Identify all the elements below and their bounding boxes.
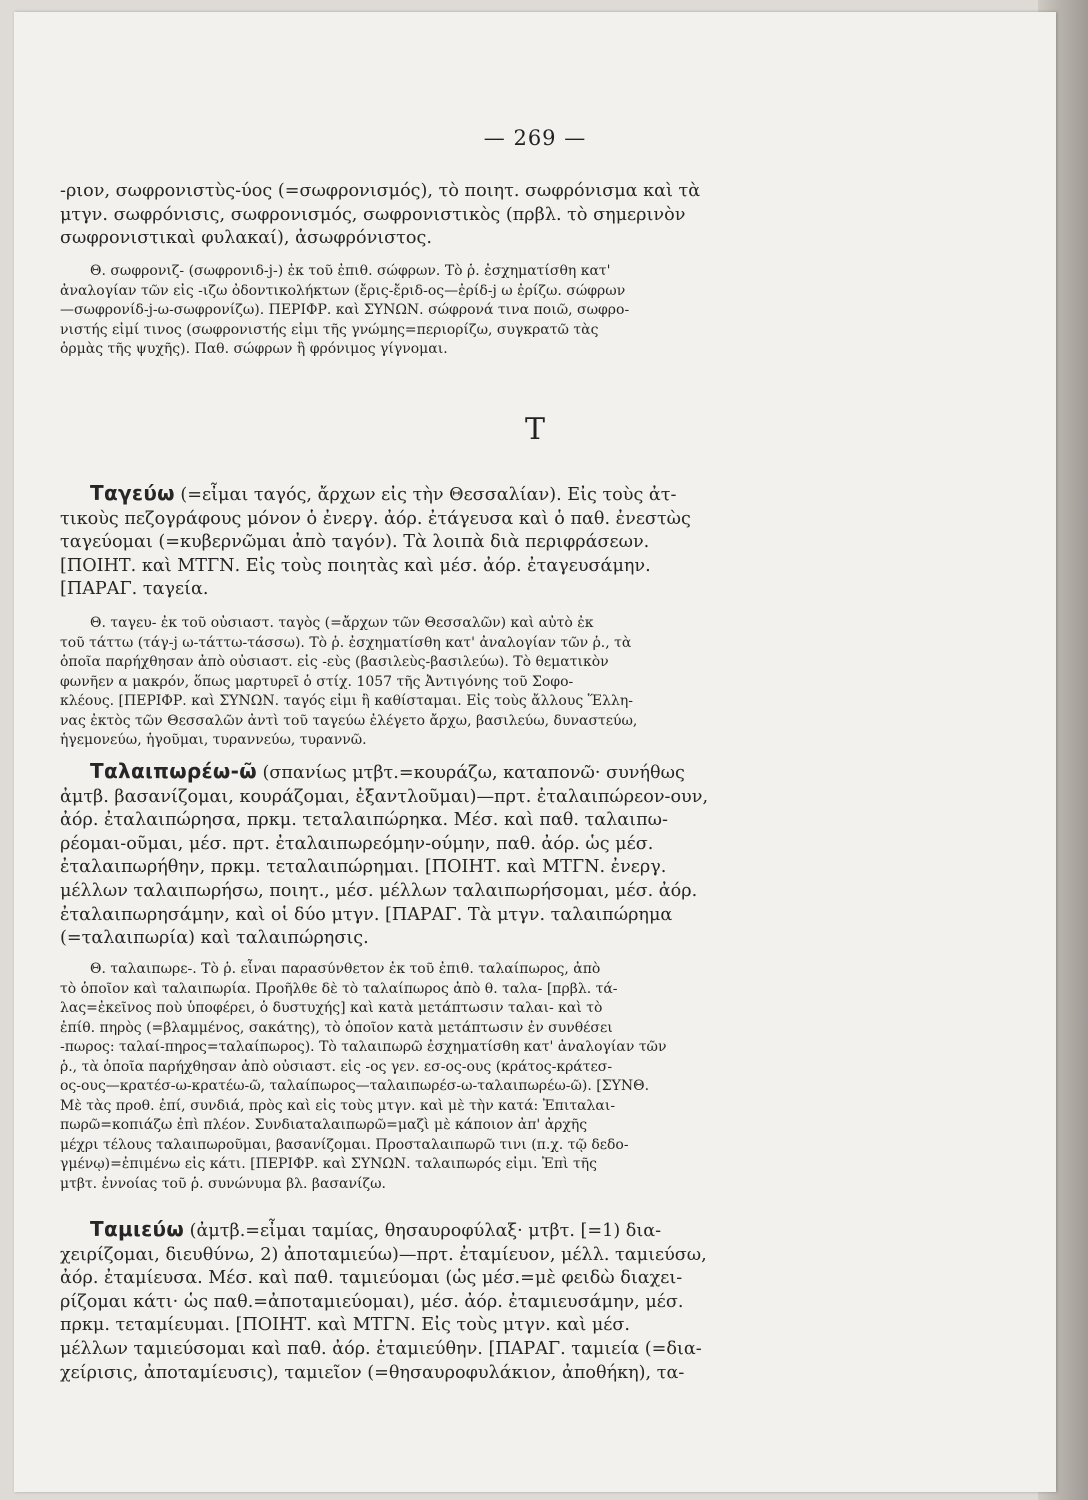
entry-tageuo-note xyxy=(60,614,932,751)
entry-tageuo xyxy=(60,482,932,602)
entry-first-line xyxy=(60,482,932,508)
text-line: σωφρονιστικαὶ φυλακαί), ἀσωφρόνιστος. xyxy=(60,228,432,248)
book-page xyxy=(14,12,1056,1492)
note-line: λας=ἐκεῖνος ποὺ ὑποφέρει, ὁ δυστυχής] καὶ κατὰ μετάπτωσιν ταλαι- καὶ τὸ xyxy=(60,1000,603,1016)
intro-paragraph xyxy=(60,180,932,251)
note-line: πωρῶ=κοπιάζω ἐπὶ πλέον. Συνδιαταλαιπωρῶ=μαζὶ μὲ κάποιον ἀπ' ἀρχῆς xyxy=(60,1117,588,1133)
text-line: (ἀμτβ.=εἶμαι ταμίας, θησαυροφύλαξ· μτβτ. [=1) δια- xyxy=(184,1221,662,1241)
note-line: ῥ., τὰ ὁποῖα παρήχθησαν ἀπὸ οὐσιαστ. εἰς -ος γεν. εσ-ος-ους (κράτος-κράτεσ- xyxy=(60,1058,613,1075)
note-line: ὁρμὰς τῆς ψυχῆς). Παθ. σώφρων ἢ φρόνιμος γίγνομαι. xyxy=(60,341,448,357)
text-line: ρίζομαι κάτι· ὡς παθ.=ἀποταμιεύομαι), μέσ. ἀόρ. ἐταμιευσάμην, μέσ. xyxy=(60,1291,684,1312)
headword: Ταλαιπωρέω-ῶ xyxy=(90,759,257,783)
headword: Ταγεύω xyxy=(90,481,175,505)
text-line: [ΠΟΙΗΤ. καὶ ΜΤΓΝ. Εἰς τοὺς ποιητὰς καὶ μέσ. ἀόρ. ἐταγευσάμην. xyxy=(60,555,651,576)
text-line: μέλλων ταλαιπωρήσω, ποιητ., μέσ. μέλλων ταλαιπωρήσομαι, μέσ. ἀόρ. xyxy=(60,880,698,901)
text-line: [ΠΑΡΑΓ. ταγεία. xyxy=(60,579,209,600)
note-line: ος-ους—κρατέσ-ω-κρατέω-ῶ, ταλαίπωρος—ταλαιπωρέσ-ω-ταλαιπωρέω-ῶ). [ΣΥΝΘ. xyxy=(60,1078,650,1094)
intro-block xyxy=(60,180,932,251)
headword: Ταμιεύω xyxy=(90,1217,185,1241)
note-line: γμένῳ)=ἐπιμένω εἰς κάτι. [ΠΕΡΙΦΡ. καὶ ΣΥΝΩΝ. ταλαιπωρός εἰμι. Ἐπὶ τῆς xyxy=(60,1156,597,1172)
note-line: ὁποῖα παρήχθησαν ἀπὸ οὐσιαστ. εἰς -εὺς (βασιλεὺς-βασιλεύω). Τὸ θεματικὸν xyxy=(60,654,609,670)
note-line: φωνῆεν α μακρόν, ὅπως μαρτυρεῖ ὁ στίχ. 1057 τῆς Ἀντιγόνης τοῦ Σοφο- xyxy=(60,673,574,690)
note-line: -πωρος: ταλαί-πηρος=ταλαίπωρος). Τὸ ταλαιπωρῶ ἐσχηματίσθη κατ' ἀναλογίαν τῶν xyxy=(60,1039,667,1055)
note-line: —σωφρονίδ-j-ω-σωφρονίζω). ΠΕΡΙΦΡ. καὶ ΣΥΝΩΝ. σώφρονά τινα ποιῶ, σωφρο- xyxy=(60,302,630,318)
note-line: Θ. ταλαιπωρε-. Τὸ ῥ. εἶναι παρασύνθετον ἐκ τοῦ ἐπιθ. ταλαίπωρος, ἀπὸ xyxy=(90,961,601,977)
note-line: ἡγεμονεύω, ἡγοῦμαι, τυραννεύω, τυραννῶ. xyxy=(60,732,367,748)
text-line: πρκμ. τεταμίευμαι. [ΠΟΙΗΤ. καὶ ΜΤΓΝ. Εἰς τοὺς μτγν. καὶ μέσ. xyxy=(60,1315,631,1336)
note-line: ἐπίθ. πηρὸς (=βλαμμένος, σακάτης), τὸ ὁποῖον κατὰ μετάπτωσιν ἐν συνθέσει xyxy=(60,1019,613,1036)
note-line: νας ἐκτὸς τῶν Θεσσαλῶν ἀντὶ τοῦ ταγεύω ἐλέγετο ἄρχω, βασιλεύω, δυναστεύω, xyxy=(60,712,638,729)
text-line: ρέομαι-οῦμαι, μέσ. πρτ. ἐταλαιπωρεόμην-ούμην, παθ. ἀόρ. ὡς μέσ. xyxy=(60,833,654,854)
section-letter: Τ xyxy=(524,412,545,447)
text-line: χειρίζομαι, διευθύνω, 2) ἀποταμιεύω)—πρτ. ἐταμίευον, μέλλ. ταμιεύσω, xyxy=(60,1244,707,1265)
note-line: Θ. σωφρονιζ- (σωφρονιδ-j-) ἐκ τοῦ ἐπιθ. σώφρων. Τὸ ῥ. ἐσχηματίσθη κατ' xyxy=(90,263,611,279)
text-line: ἀόρ. ἐταλαιπώρησα, πρκμ. τεταλαιπώρηκα. Μέσ. καὶ παθ. ταλαιπω- xyxy=(60,810,668,831)
entry-first-line xyxy=(60,760,932,786)
text-line: μτγν. σωφρόνισις, σωφρονισμός, σωφρονιστικὸς (πρβλ. τὸ σημερινὸν xyxy=(60,204,686,225)
note-line: Θ. ταγευ- ἐκ τοῦ οὐσιαστ. ταγὸς (=ἄρχων τῶν Θεσσαλῶν) καὶ αὐτὸ ἐκ xyxy=(90,615,594,631)
text-line: (σπανίως μτβτ.=κουράζω, καταπονῶ· συνήθως xyxy=(256,763,685,783)
entry-talaiporeo-note xyxy=(60,960,932,1194)
entry-talaiporeo xyxy=(60,760,932,951)
note-line: Μὲ τὰς προθ. ἐπί, συνδιά, πρὸς καὶ εἰς τοὺς μτγν. καὶ μὲ τὴν κατά: Ἐπιταλαι- xyxy=(60,1097,616,1114)
note-line: ἀναλογίαν τῶν εἰς -ιζω ὀδοντικολήκτων (ἔρις-ἔριδ-ος—ἐρίδ-j ω ἐρίζω. σώφρων xyxy=(60,282,626,299)
entry-body xyxy=(60,482,932,602)
etymology-note xyxy=(60,614,932,751)
text-line: χείρισις, ἀποταμίευσις), ταμιεῖον (=θησαυροφυλάκιον, ἀποθήκη), τα- xyxy=(60,1362,685,1383)
page-number: — 269 — xyxy=(483,126,587,150)
text-line: (=ταλαιπωρία) καὶ ταλαιπώρησις. xyxy=(60,928,369,949)
text-line: (=εἶμαι ταγός, ἄρχων εἰς τὴν Θεσσαλίαν). Εἰς τοὺς ἀτ- xyxy=(174,485,677,505)
entry-tamieuo xyxy=(60,1218,932,1385)
etymology-note xyxy=(60,262,932,360)
intro-note xyxy=(60,262,932,360)
etymology-note xyxy=(60,960,932,1194)
note-line: τὸ ὁποῖον καὶ ταλαιπωρία. Προῆλθε δὲ τὸ ταλαίπωρος ἀπὸ θ. ταλα- [πρβλ. τά- xyxy=(60,980,618,997)
text-line: ἐταλαιπωρήθην, πρκμ. τεταλαιπώρημαι. [ΠΟΙΗΤ. καὶ ΜΤΓΝ. ἐνεργ. xyxy=(60,857,667,878)
note-line: μέχρι τέλους ταλαιπωροῦμαι, βασανίζομαι. Προσταλαιπωρῶ τινι (π.χ. τῷ δεδο- xyxy=(60,1136,629,1153)
note-line: μτβτ. ἐννοίας τοῦ ῥ. συνώνυμα βλ. βασανίζω. xyxy=(60,1175,386,1192)
note-line: κλέους. [ΠΕΡΙΦΡ. καὶ ΣΥΝΩΝ. ταγός εἰμι ἢ καθίσταμαι. Εἰς τοὺς ἄλλους Ἕλλη- xyxy=(60,693,633,709)
entry-body xyxy=(60,1218,932,1385)
text-line: ἀμτβ. βασανίζομαι, κουράζομαι, ἐξαντλοῦμαι)—πρτ. ἐταλαιπώρεον-ουν, xyxy=(60,786,709,807)
text-line: ἐταλαιπωρησάμην, καὶ οἱ δύο μτγν. [ΠΑΡΑΓ. Τὰ μτγν. ταλαιπώρημα xyxy=(60,904,673,925)
text-line: τικοὺς πεζογράφους μόνον ὁ ἐνεργ. ἀόρ. ἐτάγευσα καὶ ὁ παθ. ἐνεστὼς xyxy=(60,508,691,529)
text-line: ἀόρ. ἐταμίευσα. Μέσ. καὶ παθ. ταμιεύομαι (ὡς μέσ.=μὲ φειδὼ διαχει- xyxy=(60,1268,683,1289)
text-line: ταγεύομαι (=κυβερνῶμαι ἀπὸ ταγόν). Τὰ λοιπὰ διὰ περιφράσεων. xyxy=(60,532,650,553)
entry-first-line xyxy=(60,1218,932,1244)
text-line: -ριον, σωφρονιστὺς-ύος (=σωφρονισμός), τὸ ποιητ. σωφρόνισμα καὶ τὰ xyxy=(60,181,701,201)
entry-body xyxy=(60,760,932,951)
text-line: μέλλων ταμιεύσομαι καὶ παθ. ἀόρ. ἐταμιεύθην. [ΠΑΡΑΓ. ταμιεία (=δια- xyxy=(60,1338,702,1359)
note-line: νιστής εἰμί τινος (σωφρονιστής εἰμι τῆς γνώμης=περιορίζω, συγκρατῶ τὰς xyxy=(60,321,599,338)
note-line: τοῦ τάττω (τάγ-j ω-τάττω-τάσσω). Τὸ ῥ. ἐσχηματίσθη κατ' ἀναλογίαν τῶν ῥ., τὰ xyxy=(60,634,632,651)
